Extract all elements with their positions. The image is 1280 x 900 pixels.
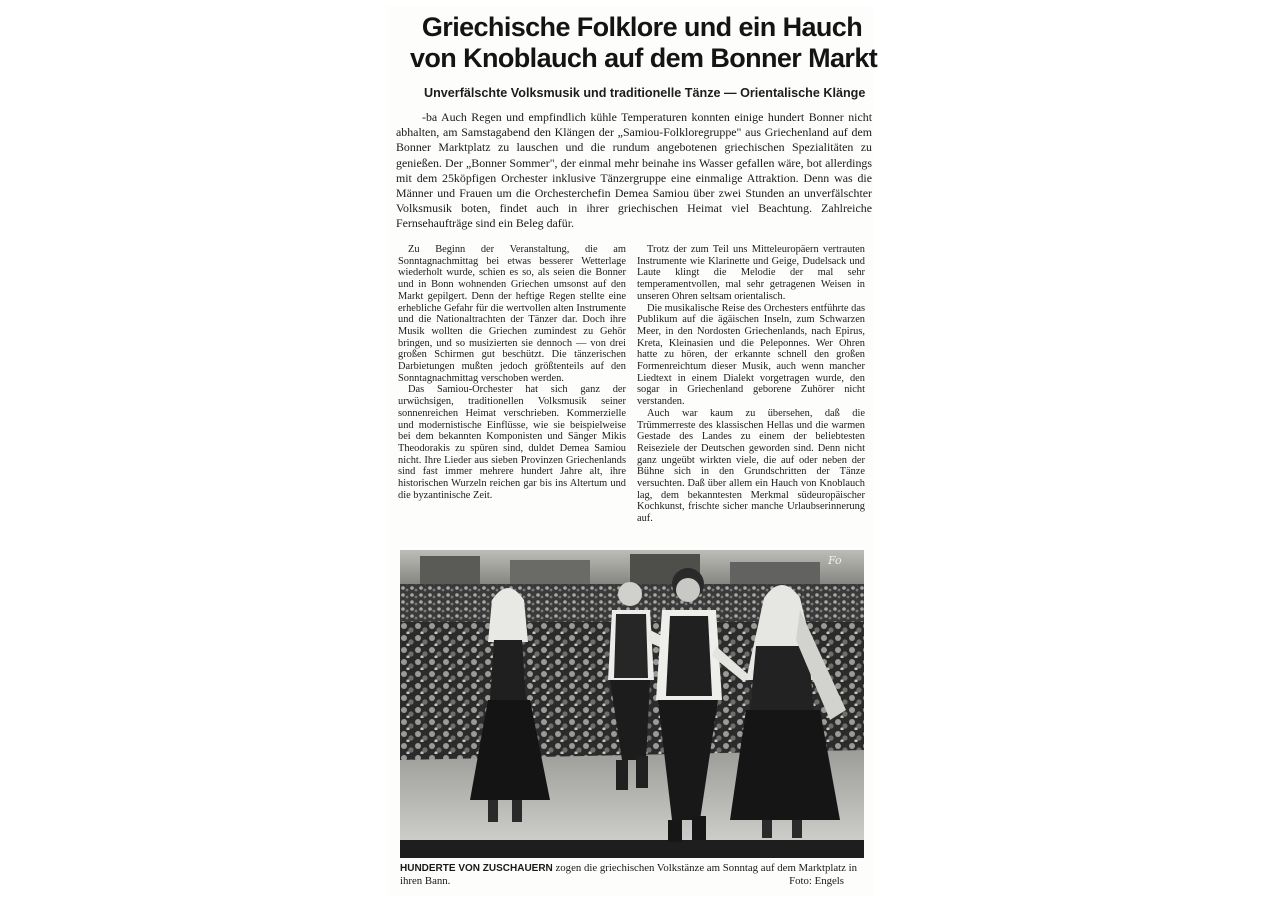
article-right-column bbox=[637, 244, 865, 525]
photo-illustration bbox=[400, 550, 864, 858]
right-paragraph-2: Die musikalische Reise des Orchesters entführte das Publikum auf die ägäischen Inseln, zum Schwarzen Meer, in den Nordosten Griechenlands, nach Epirus, Kreta, Kleinasien und die Peleponnes. Wer Ohren hatte zu hören, der erkannte schnell den großen Formenreichtum dieser Musik, auch wenn mancher Liedtext in einem Dialekt vorgetragen wurde, den sogar in Griechenland geborene Zuhörer nicht verstanden. bbox=[637, 302, 865, 408]
left-paragraph-2: Das Samiou-Orchester hat sich ganz der urwüchsigen, traditionellen Volksmusik seiner sonnenreichen Heimat verschrieben. Kommerzielle und modernistische Einflüsse, wie sie beispielweise bei dem bekannten Komponisten und Sänger Mikis Theodorakis zu spüren sind, duldet Demea Samiou nicht. Ihre Lieder aus sieben Provinzen Griechenlands sind fast immer mehrere hundert Jahre alt, ihre historischen Wurzeln reichen gar bis ins Altertum und die byzantinische Zeit. bbox=[398, 384, 626, 501]
headline-line-1: Griechische Folklore und ein Hauch bbox=[421, 12, 863, 42]
right-paragraph-1: Trotz der zum Teil uns Mitteleuropäern vertrauten Instrumente wie Klarinette und Geige, Dudelsack und Laute klingt die Melodie der mal sehr temperamentvollen, mal sehr getragenen Weisen in unseren Ohren seltsam orientalisch. bbox=[637, 244, 865, 302]
article-lead-paragraph: -ba Auch Regen und empfindlich kühle Temperaturen konnten einige hundert Bonner nicht abhalten, am Samstagabend den Klängen der „Samiou-Folkloregruppe" aus Griechenland auf dem Bonner Marktplatz zu lauschen und die rundum angebotenen griechischen Spezialitäten zu genießen. Der „Bonner Sommer", der einmal mehr beinahe ins Wasser gefallen wäre, bot allerdings mit dem 25köpfigen Orchester inklusive Tänzergruppe eine einmalige Attraktion. Denn was die Männer und Frauen um die Orchesterchefin Demea Samiou über zwei Stunden an unverfälschter Volksmusik boten, findet auch in ihrer griechischen Heimat viel Beachtung. Zahlreiche Fernsehaufträge sind ein Beleg dafür. bbox=[396, 110, 872, 231]
photo-mark: Fo bbox=[828, 554, 842, 567]
article-subheadline: Unverfälschte Volksmusik und traditionelle Tänze — Orientalische Klänge bbox=[424, 86, 866, 100]
headline-line-2: von Knoblauch auf dem Bonner Markt bbox=[410, 43, 878, 73]
left-paragraph-1: Zu Beginn der Veranstaltung, die am Sonntagnachmittag bei etwas besserer Wetterlage wiederholt wurde, schien es so, als seien die Bonner und in Bonn wohnenden Griechen umsonst auf den Markt gepilgert. Denn der heftige Regen stellte eine erhebliche Gefahr für die wertvollen alten Instrumente und die Nationaltrachten der Tänzer dar. Doch ihre Musik wollten die Griechen zumindest zu Gehör bringen, und so musizierten sie dennoch — von drei großen Schirmen gut beschützt. Die tänzerischen Darbietungen mußten jedoch größtenteils auf den Sonntagnachmittag verschoben werden. bbox=[398, 244, 626, 384]
caption-text: zogen die griechischen Volkstänze am Sonntag auf dem Marktplatz in ihren Bann. bbox=[400, 862, 858, 887]
photo-caption bbox=[400, 862, 862, 888]
caption-lead: HUNDERTE VON ZUSCHAUERN bbox=[400, 863, 553, 874]
article-left-column bbox=[398, 244, 626, 501]
right-paragraph-3: Auch war kaum zu übersehen, daß die Trümmerreste des klassischen Hellas und die warmen Gestade des Landes zu einem der beliebtesten Reiseziele der Deutschen geworden sind. Denn nicht ganz ungeübt wirkten viele, die auf oder neben der Bühne sich in den Grundschritten der Tänze versuchten. Daß über allem ein Hauch von Knoblauch lag, dem bekanntesten Merkmal südeuropäischer Kochkunst, frischte sicher manche Urlaubserinnerung auf. bbox=[637, 407, 865, 525]
article-headline bbox=[410, 12, 878, 74]
dancers-photo bbox=[400, 550, 864, 858]
newspaper-clipping bbox=[388, 6, 878, 896]
photo-credit: Foto: Engels bbox=[789, 875, 844, 887]
